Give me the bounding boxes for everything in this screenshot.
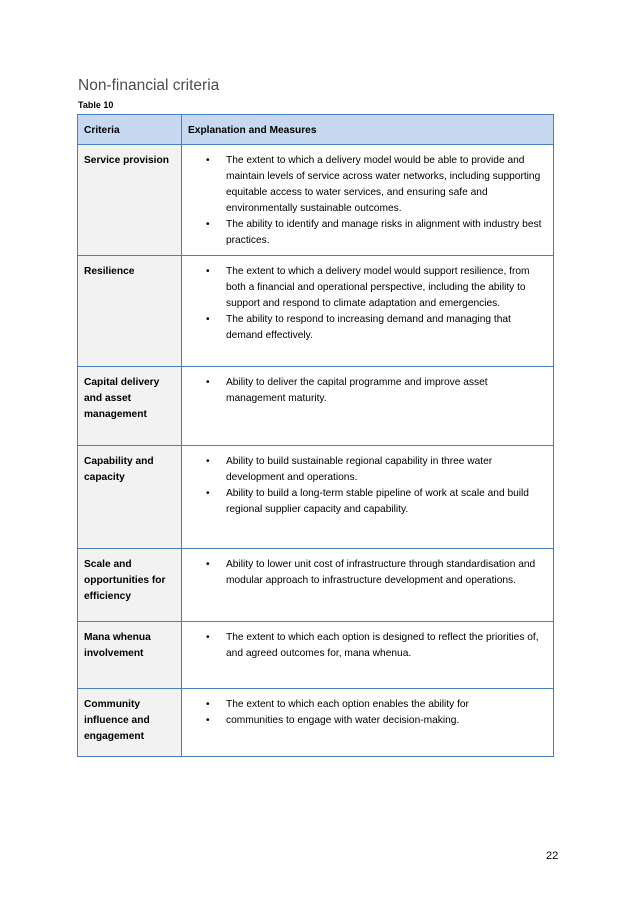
criteria-cell: Mana whenua involvement [78,622,182,689]
measures-list [200,557,547,589]
table-header-row [78,115,554,145]
measure-item: • The extent to which a delivery model would support resilience, from both a financial and operational perspective, including the ability to support and respond to climate adaptation and emergencies. [200,264,547,312]
measures-list [200,153,547,249]
section-heading: Non-financial criteria [78,77,220,94]
measures-cell [182,367,554,446]
table-row [78,549,554,622]
criteria-cell: Service provision [78,145,182,256]
measure-item: • Ability to lower unit cost of infrastructure through standardisation and modular approach to infrastructure development and operations. [200,557,547,589]
table-row [78,622,554,689]
measure-item: • Ability to deliver the capital programme and improve asset management maturity. [200,375,547,407]
criteria-cell: Community influence and engagement [78,689,182,757]
measures-cell [182,256,554,367]
measure-item: • The extent to which each option is designed to reflect the priorities of, and agreed outcomes for, mana whenua. [200,630,547,662]
measures-list [200,375,547,407]
measures-cell [182,622,554,689]
column-header-criteria: Criteria [78,115,182,145]
measure-item: • Ability to build a long-term stable pipeline of work at scale and build regional supplier capacity and capability. [200,486,547,518]
measures-cell [182,145,554,256]
criteria-cell: Scale and opportunities for efficiency [78,549,182,622]
measures-list [200,264,547,344]
criteria-cell: Resilience [78,256,182,367]
measures-list [200,697,547,729]
measure-item: • The extent to which each option enables the ability for [200,697,547,713]
table-row [78,446,554,549]
measures-list [200,630,547,662]
measure-item: • The ability to respond to increasing demand and managing that demand effectively. [200,312,547,344]
page-number: 22 [546,850,559,862]
measure-item: • The ability to identify and manage risks in alignment with industry best practices. [200,217,547,249]
table-caption: Table 10 [78,100,114,110]
column-header-explanation: Explanation and Measures [182,115,554,145]
measures-cell [182,549,554,622]
table-row [78,256,554,367]
table-row [78,367,554,446]
criteria-cell: Capital delivery and asset management [78,367,182,446]
table-row [78,689,554,757]
criteria-table [77,114,554,757]
measure-item: • communities to engage with water decision-making. [200,713,547,729]
table-row [78,145,554,256]
measures-list [200,454,547,518]
measures-cell [182,446,554,549]
measures-cell [182,689,554,757]
measure-item: • The extent to which a delivery model would be able to provide and maintain levels of service across water networks, including supporting equitable access to water services, and ensuring safe and environmentally sustainable outcomes. [200,153,547,217]
measure-item: • Ability to build sustainable regional capability in three water development and operations. [200,454,547,486]
criteria-cell: Capability and capacity [78,446,182,549]
